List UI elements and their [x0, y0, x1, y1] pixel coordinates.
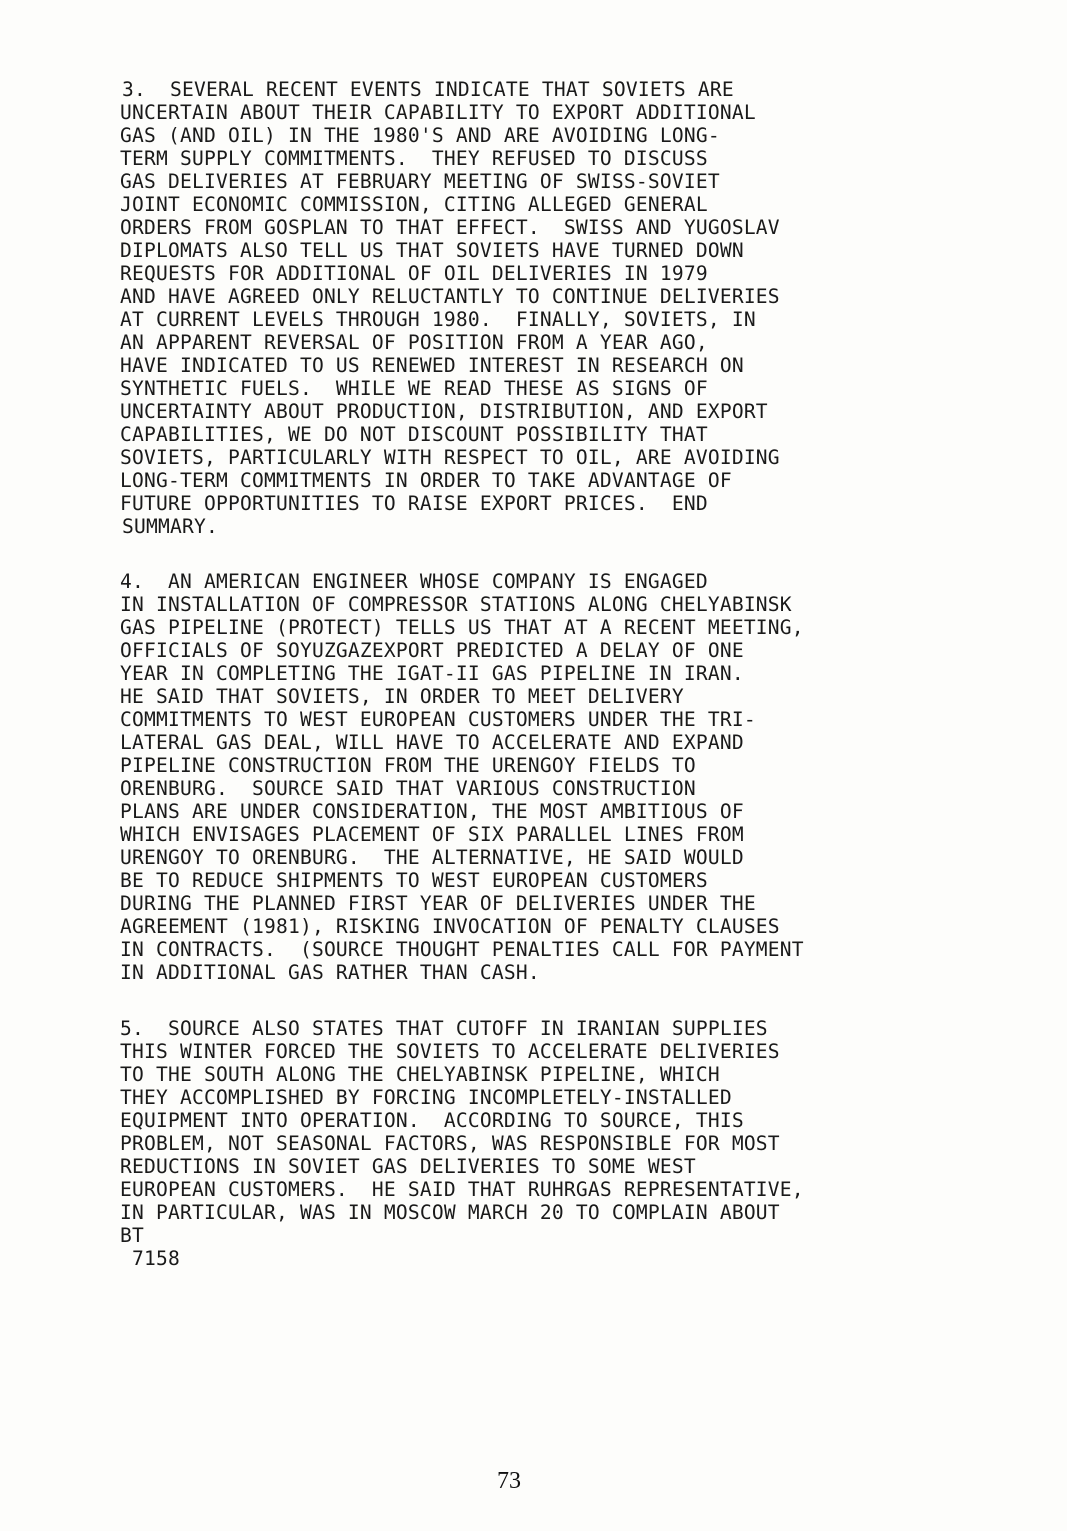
text-line: COMMITMENTS TO WEST EUROPEAN CUSTOMERS UNDER THE TRI-	[120, 708, 756, 731]
text-line: BE TO REDUCE SHIPMENTS TO WEST EUROPEAN CUSTOMERS	[120, 869, 708, 892]
text-line: YEAR IN COMPLETING THE IGAT-II GAS PIPELINE IN IRAN.	[120, 662, 744, 685]
text-line: PLANS ARE UNDER CONSIDERATION, THE MOST AMBITIOUS OF	[120, 800, 744, 823]
text-line: EQUIPMENT INTO OPERATION. ACCORDING TO SOURCE, THIS	[120, 1109, 744, 1132]
text-line: AT CURRENT LEVELS THROUGH 1980. FINALLY, SOVIETS, IN	[120, 308, 756, 331]
text-line: REDUCTIONS IN SOVIET GAS DELIVERIES TO SOME WEST	[120, 1155, 696, 1178]
text-line: 3. SEVERAL RECENT EVENTS INDICATE THAT SOVIETS ARE	[122, 78, 734, 101]
text-line: BT	[120, 1224, 144, 1247]
text-line: IN CONTRACTS. (SOURCE THOUGHT PENALTIES CALL FOR PAYMENT	[120, 938, 804, 961]
text-line: LONG-TERM COMMITMENTS IN ORDER TO TAKE ADVANTAGE OF	[120, 469, 732, 492]
text-line: FUTURE OPPORTUNITIES TO RAISE EXPORT PRICES. END	[120, 492, 708, 515]
text-line: PROBLEM, NOT SEASONAL FACTORS, WAS RESPONSIBLE FOR MOST	[120, 1132, 780, 1155]
text-line: ORENBURG. SOURCE SAID THAT VARIOUS CONSTRUCTION	[120, 777, 696, 800]
text-line: DURING THE PLANNED FIRST YEAR OF DELIVERIES UNDER THE	[120, 892, 756, 915]
text-line: OFFICIALS OF SOYUZGAZEXPORT PREDICTED A DELAY OF ONE	[120, 639, 744, 662]
text-line: URENGOY TO ORENBURG. THE ALTERNATIVE, HE SAID WOULD	[120, 846, 744, 869]
text-line: WHICH ENVISAGES PLACEMENT OF SIX PARALLEL LINES FROM	[120, 823, 744, 846]
text-line: CAPABILITIES, WE DO NOT DISCOUNT POSSIBILITY THAT	[120, 423, 708, 446]
text-line: SYNTHETIC FUELS. WHILE WE READ THESE AS SIGNS OF	[120, 377, 708, 400]
text-line: GAS PIPELINE (PROTECT) TELLS US THAT AT A RECENT MEETING,	[120, 616, 804, 639]
text-line: UNCERTAINTY ABOUT PRODUCTION, DISTRIBUTION, AND EXPORT	[120, 400, 768, 423]
text-line: DIPLOMATS ALSO TELL US THAT SOVIETS HAVE TURNED DOWN	[120, 239, 744, 262]
text-line: AND HAVE AGREED ONLY RELUCTANTLY TO CONTINUE DELIVERIES	[120, 285, 780, 308]
text-line: LATERAL GAS DEAL, WILL HAVE TO ACCELERATE AND EXPAND	[120, 731, 744, 754]
text-line: UNCERTAIN ABOUT THEIR CAPABILITY TO EXPORT ADDITIONAL	[120, 101, 756, 124]
text-line: HE SAID THAT SOVIETS, IN ORDER TO MEET DELIVERY	[120, 685, 684, 708]
text-line: 5. SOURCE ALSO STATES THAT CUTOFF IN IRANIAN SUPPLIES	[120, 1017, 768, 1040]
text-line: GAS (AND OIL) IN THE 1980'S AND ARE AVOIDING LONG-	[120, 124, 720, 147]
text-line: IN ADDITIONAL GAS RATHER THAN CASH.	[120, 961, 540, 984]
text-line: JOINT ECONOMIC COMMISSION, CITING ALLEGED GENERAL	[120, 193, 708, 216]
text-line: 7158	[120, 1247, 180, 1270]
text-line: AGREEMENT (1981), RISKING INVOCATION OF PENALTY CLAUSES	[120, 915, 780, 938]
text-line: REQUESTS FOR ADDITIONAL OF OIL DELIVERIES IN 1979	[120, 262, 708, 285]
text-line: PIPELINE CONSTRUCTION FROM THE URENGOY FIELDS TO	[120, 754, 696, 777]
text-line: IN PARTICULAR, WAS IN MOSCOW MARCH 20 TO COMPLAIN ABOUT	[120, 1201, 780, 1224]
text-line: THIS WINTER FORCED THE SOVIETS TO ACCELERATE DELIVERIES	[120, 1040, 780, 1063]
text-line: 4. AN AMERICAN ENGINEER WHOSE COMPANY IS ENGAGED	[120, 570, 708, 593]
text-line: TERM SUPPLY COMMITMENTS. THEY REFUSED TO DISCUSS	[120, 147, 708, 170]
text-line: SOVIETS, PARTICULARLY WITH RESPECT TO OIL, ARE AVOIDING	[120, 446, 780, 469]
text-line: THEY ACCOMPLISHED BY FORCING INCOMPLETELY-INSTALLED	[120, 1086, 732, 1109]
page-number: 73	[497, 1468, 521, 1494]
text-line: GAS DELIVERIES AT FEBRUARY MEETING OF SWISS-SOVIET	[120, 170, 720, 193]
text-line: ORDERS FROM GOSPLAN TO THAT EFFECT. SWISS AND YUGOSLAV	[120, 216, 780, 239]
text-line: EUROPEAN CUSTOMERS. HE SAID THAT RUHRGAS REPRESENTATIVE,	[120, 1178, 804, 1201]
text-line: IN INSTALLATION OF COMPRESSOR STATIONS ALONG CHELYABINSK	[120, 593, 792, 616]
text-line: SUMMARY.	[122, 515, 218, 538]
text-line: TO THE SOUTH ALONG THE CHELYABINSK PIPELINE, WHICH	[120, 1063, 720, 1086]
text-line: HAVE INDICATED TO US RENEWED INTEREST IN RESEARCH ON	[120, 354, 744, 377]
text-line: AN APPARENT REVERSAL OF POSITION FROM A YEAR AGO,	[120, 331, 708, 354]
